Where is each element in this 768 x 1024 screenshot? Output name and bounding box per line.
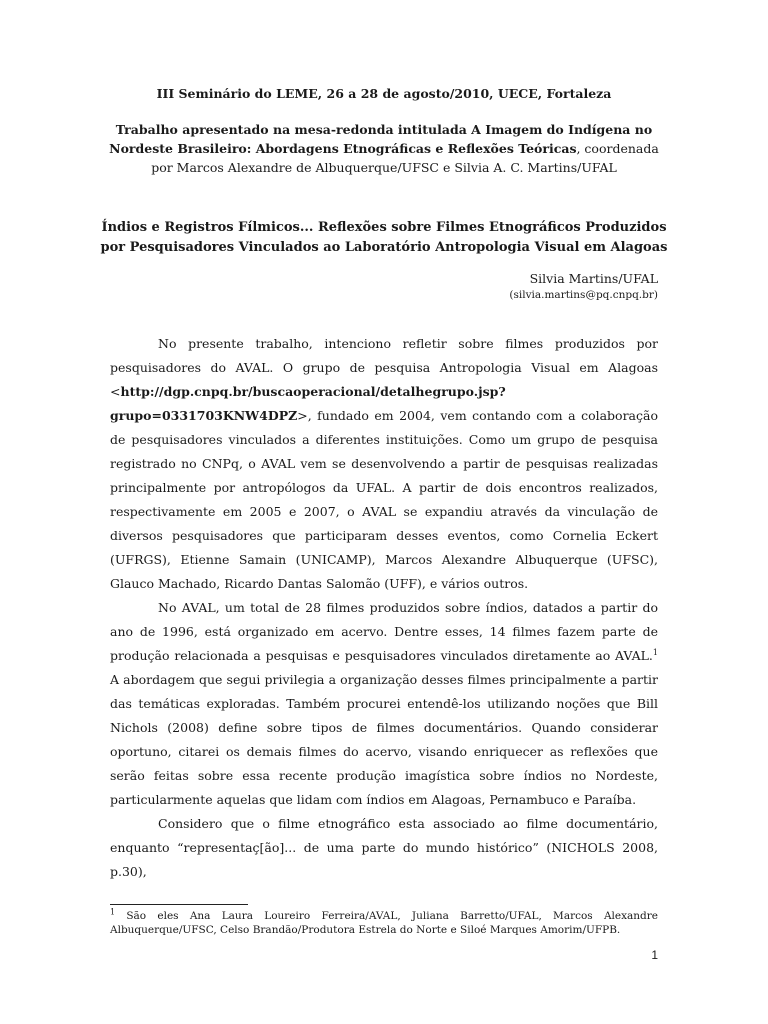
paper-title: Índios e Registros Fílmicos... Reflexões sobre Filmes Etnográficos Produzidos por Pesquisadores Vinculados ao Laboratório Antropologia Visual em Alagoas <box>100 220 668 255</box>
paragraph-1 <box>110 332 658 596</box>
paragraph-1-start: No presente trabalho, intenciono refletir sobre filmes produzidos por pesquisadores do AVAL. O grupo de pesquisa Antropologia Visual em Alagoas < <box>110 336 658 399</box>
paragraph-2-end: A abordagem que segui privilegia a organização desses filmes principalmente a partir das temáticas exploradas. Também procurei entendê-los utilizando noções que Bill Nichols (2008) define sobre tipos de filmes documentários. Quando considerar oportuno, citarei os demais filmes do acervo, visando enriquecer as reflexões que serão feitas sobre essa recente produção imagística sobre índios no Nordeste, particularmente aquelas que lidam com índios em Alagoas, Pernambuco e Paraíba. <box>110 672 658 807</box>
footnote-separator <box>110 904 248 905</box>
footnote-mark: 1 <box>110 907 116 917</box>
footnote-reference: 1 <box>652 647 658 657</box>
paragraph-2 <box>110 596 658 812</box>
paragraph-2-start: No AVAL, um total de 28 filmes produzidos sobre índios, datados a partir do ano de 1996, está organizado em acervo. Dentre esses, 14 filmes fazem parte de produção relacionada a pesquisas e pesquisadores vinculados diretamente ao AVAL. <box>110 600 658 663</box>
conference-line: III Seminário do LEME, 26 a 28 de agosto/2010, UECE, Fortaleza <box>156 86 612 101</box>
group-url-link[interactable]: http://dgp.cnpq.br/buscaoperacional/detalhegrupo.jsp?grupo=0331703KNW4DPZ <box>110 384 506 423</box>
paragraph-1-end: >, fundado em 2004, vem contando com a colaboração de pesquisadores vinculados a diferentes instituições. Como um grupo de pesquisa registrado no CNPq, o AVAL vem se desenvolvendo a partir de pesquisas realizadas principalmente por antropólogos da UFAL. A partir de dois encontros realizados, respectivamente em 2005 e 2007, o AVAL se expandiu através da vinculação de diversos pesquisadores que participaram desses eventos, como Cornelia Eckert (UFRGS), Etienne Samain (UNICAMP), Marcos Alexandre Albuquerque (UFSC), Glauco Machado, Ricardo Dantas Salomão (UFF), e vários outros. <box>110 408 658 591</box>
body-text <box>110 332 658 884</box>
author-block <box>509 270 658 302</box>
presentation-note <box>100 120 668 177</box>
author-name: Silvia Martins/UFAL <box>529 271 658 286</box>
author-email: (silvia.martins@pq.cnpq.br) <box>509 289 658 301</box>
roundtable-title: Trabalho apresentado na mesa-redonda intitulada A Imagem do Indígena no Nordeste Brasileiro: Abordagens Etnográficas e Reflexões Teóricas <box>109 122 653 156</box>
footnote-text: São eles Ana Laura Loureiro Ferreira/AVAL, Juliana Barretto/UFAL, Marcos Alexandre Albuquerque/UFSC, Celso Brandão/Produtora Estrela do Norte e Siloé Marques Amorim/UFPB. <box>110 910 658 936</box>
page-number: 1 <box>651 948 658 962</box>
coordinators-text: , coordenada por Marcos Alexandre de Albuquerque/UFSC e Silvia A. C. Martins/UFAL <box>151 141 659 175</box>
footnote-1 <box>110 909 658 937</box>
paragraph-3: Considero que o filme etnográfico esta associado ao filme documentário, enquanto “representaç[ão]... de uma parte do mundo histórico” (NICHOLS 2008, p.30), <box>110 816 658 879</box>
